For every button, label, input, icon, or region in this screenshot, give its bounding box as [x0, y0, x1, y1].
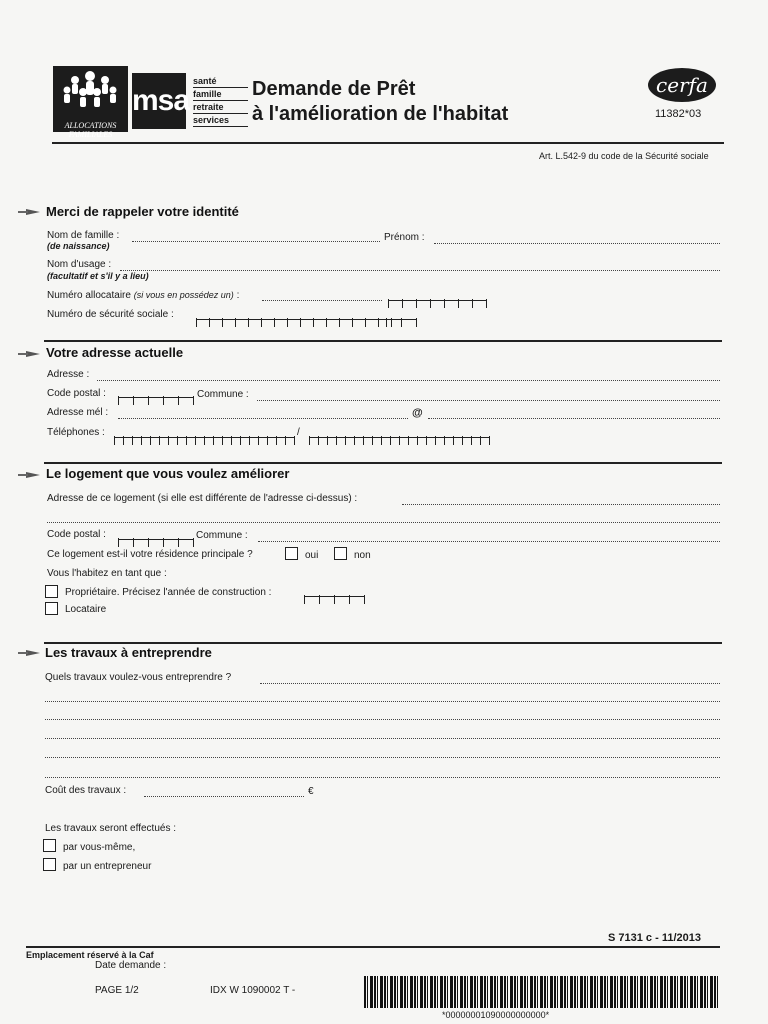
postal-code-label: Code postal :	[47, 388, 106, 399]
first-name-field[interactable]	[434, 243, 720, 244]
housing-commune-label: Commune :	[196, 530, 248, 541]
address-field[interactable]	[97, 380, 720, 381]
caf-logo-text: ALLOCATIONS FAMILIALES	[64, 121, 117, 139]
email-label: Adresse mél :	[47, 407, 109, 418]
idx-code: IDX W 1090002 T -	[210, 985, 296, 996]
barcode	[364, 976, 718, 1008]
section-arrow-icon	[26, 472, 40, 478]
section-divider	[44, 642, 722, 644]
owner-checkbox[interactable]	[45, 585, 58, 598]
legal-reference: Art. L.542-9 du code de la Sécurité sociale	[539, 151, 709, 161]
self-checkbox[interactable]	[43, 839, 56, 852]
usage-name-note: (facultatif et s'il y a lieu)	[47, 271, 149, 281]
msa-logo-text: msa	[132, 84, 190, 117]
ss-number-label: Numéro de sécurité sociale :	[47, 309, 174, 320]
housing-address-field-2[interactable]	[47, 522, 720, 523]
form-title-line2: à l'amélioration de l'habitat	[252, 103, 509, 125]
page-number: PAGE 1/2	[95, 985, 139, 996]
form-title-line1: Demande de Prêt	[252, 78, 416, 100]
section-identity-title: Merci de rappeler votre identité	[46, 204, 239, 219]
works-field-2[interactable]	[45, 701, 720, 702]
msa-tag: famille	[193, 88, 248, 101]
works-field-1[interactable]	[260, 683, 720, 684]
housing-postal-label: Code postal :	[47, 529, 106, 540]
phone2-boxes[interactable]	[309, 427, 490, 438]
main-residence-yes-checkbox[interactable]	[285, 547, 298, 560]
last-name-label: Nom de famille :	[47, 230, 120, 241]
phone-separator: /	[297, 427, 300, 438]
self-label: par vous-même,	[63, 842, 136, 853]
ss-key-boxes[interactable]	[386, 309, 417, 320]
works-question: Quels travaux voulez-vous entreprendre ?	[45, 672, 232, 683]
caf-logo	[53, 66, 128, 139]
yes-label: oui	[305, 550, 319, 561]
works-field-6[interactable]	[45, 777, 720, 778]
performed-by-label: Les travaux seront effectués :	[45, 823, 177, 834]
allocataire-label-text: Numéro allocataire	[47, 290, 131, 301]
construction-year-boxes[interactable]	[304, 586, 365, 597]
commune-label: Commune :	[197, 389, 249, 400]
barcode-number: *00000001090000000000*	[442, 1010, 550, 1020]
section-works-title: Les travaux à entreprendre	[45, 645, 212, 660]
msa-tag: santé	[193, 75, 248, 88]
status-question: Vous l'habitez en tant que :	[47, 568, 167, 579]
cost-field[interactable]	[144, 796, 304, 797]
section-arrow-icon	[26, 209, 40, 215]
section-arrow-icon	[26, 650, 40, 656]
allocataire-note: (si vous en possédez un)	[133, 290, 234, 300]
footer-divider	[26, 946, 720, 948]
msa-tag: services	[193, 114, 248, 127]
housing-postal-boxes[interactable]	[118, 529, 194, 540]
owner-label: Propriétaire. Précisez l'année de construction :	[65, 587, 272, 598]
at-sign: @	[412, 407, 423, 419]
msa-tag: retraite	[193, 101, 248, 114]
msa-logo	[132, 73, 190, 129]
main-residence-question: Ce logement est-il votre résidence principale ?	[47, 549, 253, 560]
usage-name-label: Nom d'usage :	[47, 259, 112, 270]
main-residence-no-checkbox[interactable]	[334, 547, 347, 560]
usage-name-field[interactable]	[120, 270, 720, 271]
allocataire-label	[47, 290, 239, 301]
cost-label: Coût des travaux :	[45, 785, 127, 796]
tenant-label: Locataire	[65, 604, 107, 615]
allocataire-dots	[262, 300, 382, 301]
cerfa-number: 11382*03	[655, 108, 702, 120]
request-date-label: Date demande :	[95, 960, 167, 971]
address-label: Adresse :	[47, 369, 90, 380]
caf-reserved-label: Emplacement réservé à la Caf	[26, 950, 154, 960]
first-name-label: Prénom :	[384, 232, 425, 243]
msa-tags	[193, 75, 248, 127]
tenant-checkbox[interactable]	[45, 602, 58, 615]
contractor-label: par un entrepreneur	[63, 861, 152, 872]
works-field-4[interactable]	[45, 738, 720, 739]
cerfa-logo: cerfa	[648, 68, 716, 102]
housing-commune-field[interactable]	[258, 541, 720, 542]
phone-label: Téléphones :	[47, 427, 105, 438]
last-name-field[interactable]	[132, 241, 380, 242]
works-field-5[interactable]	[45, 757, 720, 758]
housing-address-field[interactable]	[402, 504, 720, 505]
phone1-boxes[interactable]	[114, 427, 295, 438]
works-field-3[interactable]	[45, 719, 720, 720]
section-address-title: Votre adresse actuelle	[46, 345, 184, 360]
email-user-field[interactable]	[118, 418, 408, 419]
email-domain-field[interactable]	[428, 418, 720, 419]
allocataire-number-boxes[interactable]	[388, 290, 487, 301]
section-arrow-icon	[26, 351, 40, 357]
no-label: non	[354, 550, 371, 561]
commune-field[interactable]	[257, 400, 720, 401]
currency-symbol: €	[308, 786, 314, 797]
ss-number-boxes[interactable]	[196, 309, 392, 320]
contractor-checkbox[interactable]	[43, 858, 56, 871]
form-code: S 7131 c - 11/2013	[608, 932, 701, 944]
last-name-note: (de naissance)	[47, 241, 110, 251]
section-housing-title: Le logement que vous voulez améliorer	[46, 466, 290, 481]
allocataire-colon: :	[236, 290, 240, 301]
family-figures-icon	[53, 66, 128, 116]
header-divider	[52, 142, 724, 144]
housing-address-label: Adresse de ce logement (si elle est différente de l'adresse ci-dessus) :	[47, 493, 358, 504]
postal-code-boxes[interactable]	[118, 387, 194, 398]
section-divider	[44, 340, 722, 342]
section-divider	[44, 462, 722, 464]
